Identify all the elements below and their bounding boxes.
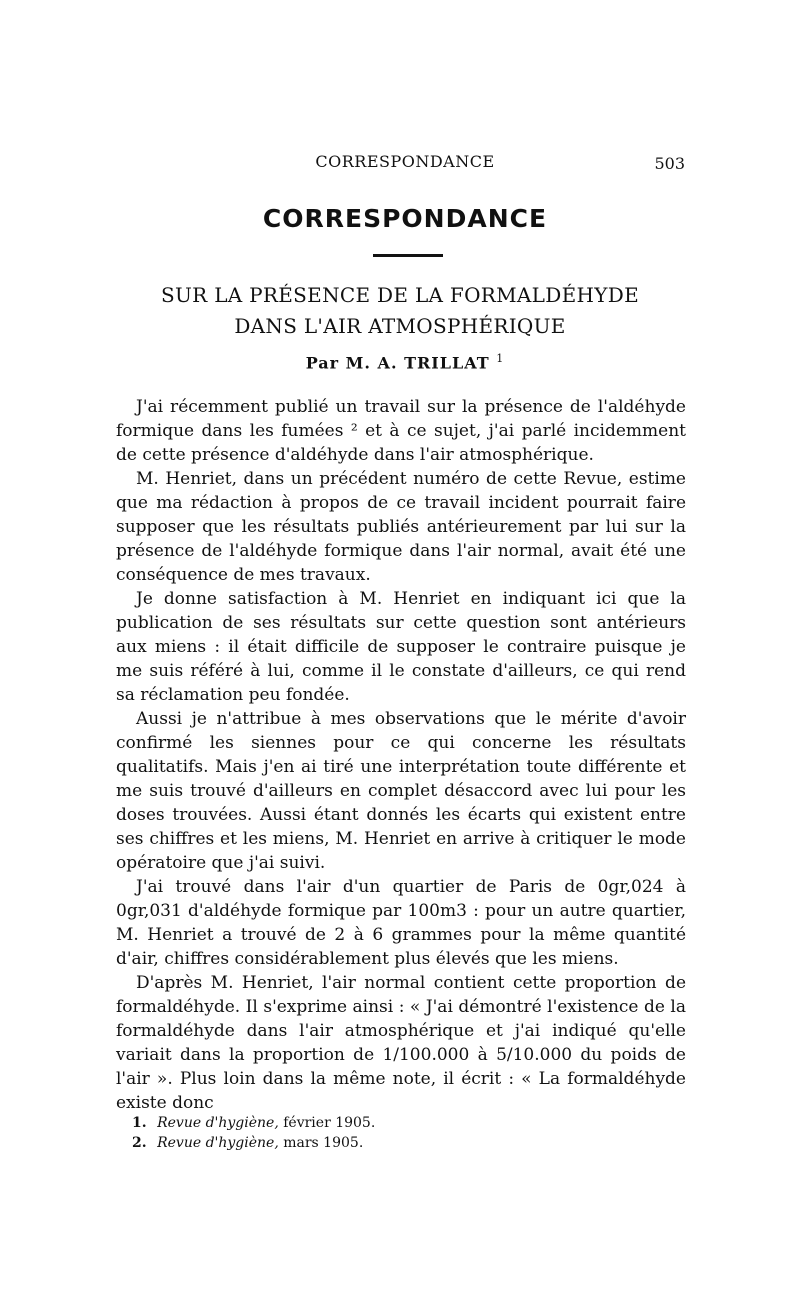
section-title: CORRESPONDANCE [262, 204, 548, 233]
footnote-date: mars 1905. [283, 1135, 364, 1151]
article-title-line-1: SUR LA PRÉSENCE DE LA FORMALDÉHYDE [161, 283, 639, 307]
author-footnote-marker: 1 [496, 352, 505, 365]
paragraph: J'ai trouvé dans l'air d'un quartier de Paris de 0gr,024 à 0gr,031 d'aldéhyde formique par 100m3 : pour un autre quartier, M. Henriet a trouvé de 2 à 6 grammes pour la même quantité d'air, chiffres considérablement plus élevés que les miens. [116, 877, 686, 969]
footnote-source: Revue d'hygiène, [157, 1135, 279, 1151]
running-head [0, 150, 800, 174]
title-rule [373, 254, 443, 257]
footnote-number: 2. [132, 1135, 147, 1151]
footnote-date: février 1905. [283, 1115, 376, 1131]
running-head-title: CORRESPONDANCE [315, 152, 495, 171]
article-title-line-2: DANS L'AIR ATMOSPHÉRIQUE [234, 314, 566, 338]
page-number: 503 [654, 154, 685, 173]
footnotes [132, 1113, 692, 1153]
footnote-source: Revue d'hygiène, [157, 1115, 279, 1131]
article-body [116, 395, 686, 1115]
footnote-number: 1. [132, 1115, 147, 1131]
author-name: Par M. A. TRILLAT [305, 353, 490, 373]
paragraph: D'après M. Henriet, l'air normal contient cette proportion de formaldéhyde. Il s'exprime ainsi : « J'ai démontré l'existence de la formaldéhyde dans l'air atmosphérique et j'ai indiqué qu'elle variait dans la proportion de 1/100.000 à 5/10.000 du poids de l'air ». Plus loin dans la même note, il écrit : « La formaldéhyde existe donc [116, 973, 686, 1113]
paragraph: Je donne satisfaction à M. Henriet en indiquant ici que la publication de ses résultats sur cette question sont antérieurs aux miens : il était difficile de supposer le contraire puisque je me suis référé à lui, comme il le constate d'ailleurs, ce qui rend sa réclamation peu fondée. [116, 589, 686, 705]
article-author [0, 352, 800, 372]
paragraph: M. Henriet, dans un précédent numéro de cette Revue, estime que ma rédaction à propos de ce travail incident pourrait faire supposer que les résultats publiés antérieurement par lui sur la présence de l'aldéhyde formique dans l'air normal, avait été une conséquence de mes travaux. [116, 469, 686, 585]
paragraph: J'ai récemment publié un travail sur la présence de l'aldéhyde formique dans les fumées ² et à ce sujet, j'ai parlé incidemment de cette présence d'aldéhyde dans l'air atmosphérique. [116, 397, 686, 465]
footnote [132, 1113, 692, 1133]
footnote [132, 1133, 692, 1153]
article-title [0, 280, 800, 342]
paragraph: Aussi je n'attribue à mes observations que le mérite d'avoir confirmé les siennes pour ce qui concerne les résultats qualitatifs. Mais j'en ai tiré une interprétation toute différente et me suis trouvé d'ailleurs en complet désaccord avec lui pour les doses trouvées. Aussi étant donnés les écarts qui existent entre ses chiffres et les miens, M. Henriet en arrive à critiquer le mode opératoire que j'ai suivi. [116, 709, 686, 873]
